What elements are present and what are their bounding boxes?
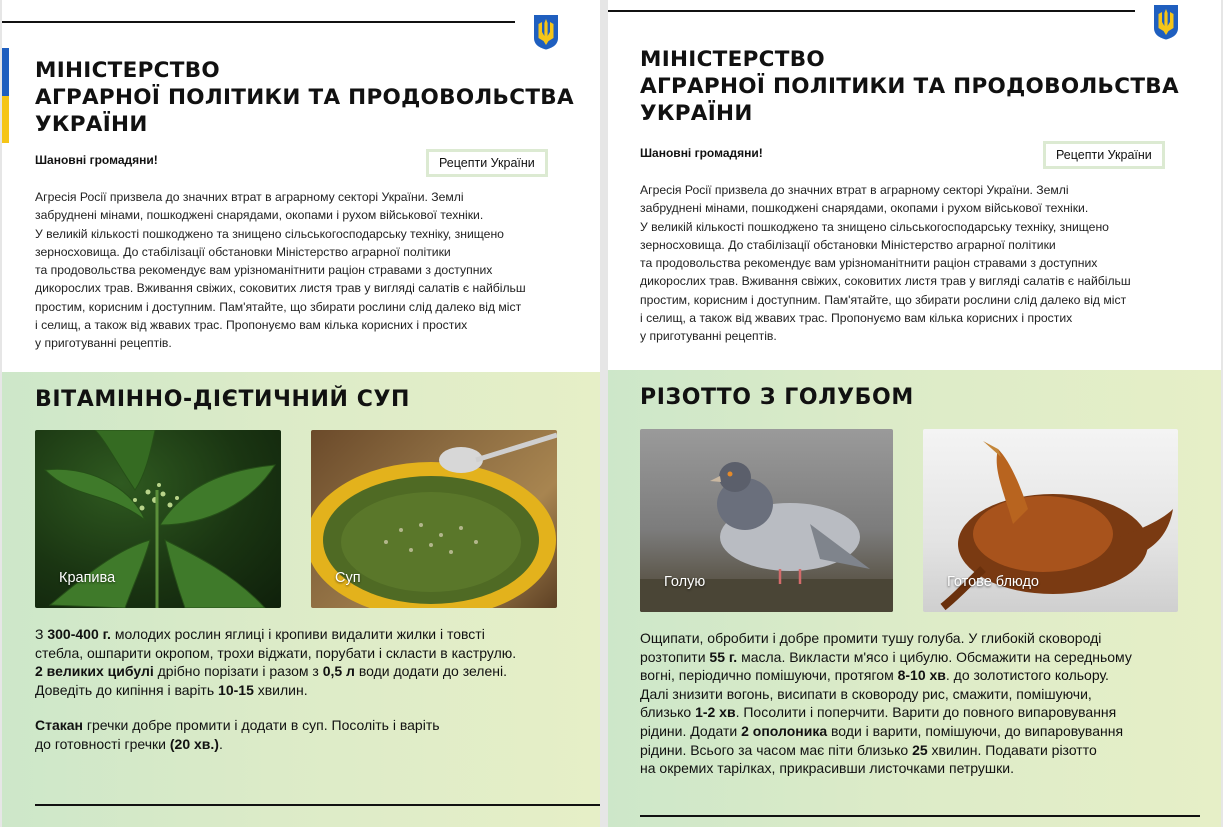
intro-text: Агресія Росії призвела до значних втрат в аграрному секторі України. Землі забруднені мінами, пошкоджені снарядами, окопами і рухом військової техніки. У великій кількості пошкоджено та знищено сільськогосподарську техніку, знищено зерносховища. До стабілізації обстановки Міністерство аграрної політики та продовольства рекомендує вам урізноманітнити раціон стравами з доступних дикорослих трав. Вживання свіжих, соковитих листя трав у вигляді салатів є найбільш простим, корисним і доступним. Пам'ятайте, що збирати рослини слід далеко від міст і селищ, а також від жвавих трас. Пропонуємо вам кілька корисних і простих у приготуванні рецептів. (640, 183, 1131, 344)
recipes-button[interactable]: Рецепти України (426, 149, 548, 177)
roast-pigeon-photo (923, 429, 1178, 612)
ukraine-flag-stripe (2, 48, 9, 143)
greeting: Шановні громадяни! (35, 153, 158, 167)
recipes-button[interactable]: Рецепти України (1043, 141, 1165, 169)
photo-caption: Голую (664, 574, 706, 590)
recipe-paragraph-1: З 300-400 г. молодих рослин яглиці і кропиви видалити жилки і товсті стебла, ошпарити окропом, трохи віджати, порубати і скласти в каструлю. 2 великих цибулі дрібно порізати і разом з 0,5 л води додати до зелені. Доведіть до кипіння і варіть 10-15 хвилин. (35, 626, 517, 698)
ministry-title: МІНІСТЕРСТВО АГРАРНОЇ ПОЛІТИКИ ТА ПРОДОВОЛЬСТВА УКРАЇНИ (35, 58, 574, 137)
nettle-photo (35, 430, 281, 608)
ministry-title: МІНІСТЕРСТВО АГРАРНОЇ ПОЛІТИКИ ТА ПРОДОВОЛЬСТВА УКРАЇНИ (640, 47, 1179, 126)
photo-caption: Крапива (59, 570, 116, 586)
ukraine-trident-icon (533, 14, 559, 50)
greeting: Шановні громадяни! (640, 146, 763, 160)
pigeon-photo (640, 429, 893, 612)
left-page (2, 0, 600, 827)
recipe-instructions (640, 629, 1210, 778)
recipe-title: ВІТАМІННО-ДІЄТИЧНИЙ СУП (35, 387, 411, 412)
recipe-instructions (35, 625, 585, 754)
bottom-divider (640, 815, 1200, 817)
intro-text: Агресія Росії призвела до значних втрат в аграрному секторі України. Землі забруднені мінами, пошкоджені снарядами, окопами і рухом військової техніки. У великій кількості пошкоджено та знищено сільськогосподарську техніку, знищено зерносховища. До стабілізації обстановки Міністерство аграрної політики та продовольства рекомендує вам урізноманітнити раціон стравами з доступних дикорослих трав. Вживання свіжих, соковитих листя трав у вигляді салатів є найбільш простим, корисним і доступним. Пам'ятайте, що збирати рослини слід далеко від міст і селищ, а також від жвавих трас. Пропонуємо вам кілька корисних і простих у приготуванні рецептів. (35, 190, 526, 351)
recipe-panel (2, 372, 600, 827)
recipe-paragraph-1: Ощипати, обробити і добре промити тушу голуба. У глибокій сковороді розтопити 55 г. масла. Викласти м'ясо і цибулю. Обсмажити на середньому вогні, періодично помішуючи, протягом 8-10 хв. до золотистого кольору. Далі знизити вогонь, висипати в сковороду рис, смажити, помішуючи, близько 1-2 хв. Посолити і поперчити. Варити до повного випаровування рідини. Додати 2 ополоника води і варити, помішуючи, до випаровування рідини. Всього за часом має піти близько 25 хвилин. Подавати різотто на окремих тарілках, прикрасивши листочками петрушки. (640, 630, 1132, 777)
bottom-divider (35, 804, 600, 806)
ukraine-trident-icon (1153, 4, 1179, 40)
recipe-panel (608, 370, 1221, 827)
soup-photo (311, 430, 557, 608)
top-divider (2, 21, 515, 23)
top-divider (608, 10, 1135, 12)
photo-caption: Суп (335, 570, 361, 586)
right-page (608, 0, 1221, 827)
recipe-title: РІЗОТТО З ГОЛУБОМ (640, 385, 914, 410)
recipe-paragraph-2: Стакан гречки добре промити і додати в суп. Посоліть і варіть до готовності гречки (20 хв.). (35, 717, 440, 752)
photo-caption: Готове блюдо (947, 574, 1039, 590)
